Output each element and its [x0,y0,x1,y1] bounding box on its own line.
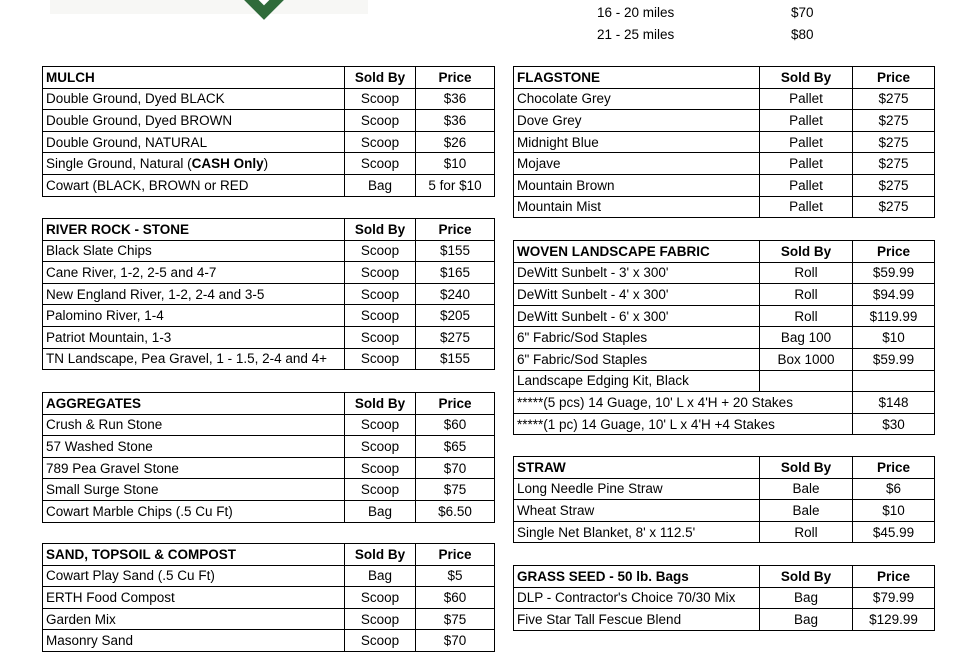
sold-by: Scoop [345,436,416,458]
table-row [514,587,935,609]
price: $70 [416,630,495,652]
price: $60 [416,414,495,436]
sold-by: Bale [760,478,853,500]
sold-by-header: Sold By [345,544,416,566]
price: $240 [416,283,495,305]
table-row [43,587,495,609]
item-name: Patriot Mountain, 1-3 [43,326,345,348]
sold-by: Bag [760,609,853,631]
price-header: Price [853,566,935,588]
sold-by: Scoop [345,326,416,348]
delivery-row [560,2,860,24]
item-name: Double Ground, Dyed BLACK [43,88,345,110]
delivery-row [560,24,860,46]
item-name-text: Single Ground, Natural ( [46,156,192,172]
delivery-price: $70 [791,5,814,20]
straw-table [513,456,935,543]
sold-by: Bale [760,500,853,522]
price: $6 [853,478,935,500]
table-header-row [43,393,495,415]
table-row [43,174,495,196]
price-header: Price [853,67,935,89]
table-row [514,110,935,132]
item-name: 6" Fabric/Sod Staples [514,327,760,349]
price: $65 [416,436,495,458]
sold-by: Roll [760,305,853,327]
table-header-row [514,67,935,89]
item-name: ERTH Food Compost [43,587,345,609]
table-row [514,305,935,327]
price: 5 for $10 [416,174,495,196]
table-row [43,240,495,262]
item-name-end: ) [263,156,269,172]
price: $148 [853,392,935,414]
sold-by-header: Sold By [345,67,416,89]
table-row [43,479,495,501]
price: $36 [416,88,495,110]
item-name: Masonry Sand [43,630,345,652]
price: $45.99 [853,521,935,543]
mulch-table [42,66,495,197]
delivery-rates [560,2,860,46]
table-row [43,305,495,327]
sold-by: Scoop [345,110,416,132]
price: $205 [416,305,495,327]
sold-by: Pallet [760,196,853,218]
sold-by: Scoop [345,88,416,110]
item-name: Double Ground, Dyed BROWN [43,110,345,132]
table-header-row [43,67,495,89]
sold-by: Scoop [345,305,416,327]
section-title: MULCH [43,67,345,89]
sold-by: Scoop [345,630,416,652]
price: $10 [416,153,495,175]
sold-by: Bag [760,587,853,609]
price: $75 [416,479,495,501]
sold-by: Roll [760,262,853,284]
item-name: DeWitt Sunbelt - 4' x 300' [514,284,760,306]
section-title: AGGREGATES [43,393,345,415]
sold-by-header: Sold By [760,566,853,588]
table-row [43,608,495,630]
sold-by-header: Sold By [760,67,853,89]
table-row [43,457,495,479]
sold-by: Scoop [345,283,416,305]
sold-by: Bag [345,565,416,587]
section-title: SAND, TOPSOIL & COMPOST [43,544,345,566]
item-name: DeWitt Sunbelt - 6' x 300' [514,305,760,327]
sold-by: Bag 100 [760,327,853,349]
grass-seed-table [513,565,935,631]
table-row [43,88,495,110]
item-name: Single Net Blanket, 8' x 112.5' [514,521,760,543]
item-name: Long Needle Pine Straw [514,478,760,500]
table-row [43,565,495,587]
table-row [514,348,935,370]
cash-only-note: CASH Only [191,156,264,172]
item-name: Mountain Mist [514,196,760,218]
price: $30 [853,413,935,435]
item-name: Chocolate Grey [514,88,760,110]
price: $155 [416,348,495,370]
item-name: TN Landscape, Pea Gravel, 1 - 1.5, 2-4 and 4+ [43,348,345,370]
price-header: Price [416,393,495,415]
price: $129.99 [853,609,935,631]
aggregates-table [42,392,495,523]
item-name: Cane River, 1-2, 2-5 and 4-7 [43,262,345,284]
sold-by-header: Sold By [345,219,416,241]
table-row [514,500,935,522]
table-header-row [514,241,935,263]
item-name: Landscape Edging Kit, Black [514,370,760,392]
sold-by: Box 1000 [760,348,853,370]
sold-by-header: Sold By [345,393,416,415]
item-name: Double Ground, NATURAL [43,131,345,153]
item-name: Dove Grey [514,110,760,132]
price [853,370,935,392]
item-name: Garden Mix [43,608,345,630]
landscape-fabric-table [513,240,935,435]
table-row [514,609,935,631]
table-row [514,521,935,543]
price: $165 [416,262,495,284]
price: $59.99 [853,262,935,284]
item-name: Cowart Play Sand (.5 Cu Ft) [43,565,345,587]
sold-by: Pallet [760,110,853,132]
table-row [43,110,495,132]
table-row [43,283,495,305]
price: $275 [416,326,495,348]
delivery-price: $80 [791,27,814,42]
sold-by: Scoop [345,414,416,436]
sold-by: Scoop [345,457,416,479]
item-name: Small Surge Stone [43,479,345,501]
price: $275 [853,88,935,110]
price: $10 [853,500,935,522]
section-title: RIVER ROCK - STONE [43,219,345,241]
sold-by: Scoop [345,587,416,609]
logo-banner [50,0,368,14]
sold-by [760,370,853,392]
sold-by: Bag [345,174,416,196]
table-header-row [514,457,935,479]
table-row [514,153,935,175]
price: $94.99 [853,284,935,306]
table-row [43,153,495,175]
sold-by-header: Sold By [760,241,853,263]
table-row [43,348,495,370]
table-row [43,500,495,522]
sold-by: Pallet [760,131,853,153]
item-name: Palomino River, 1-4 [43,305,345,327]
item-name: Black Slate Chips [43,240,345,262]
price-header: Price [853,457,935,479]
delivery-distance: 21 - 25 miles [597,27,675,42]
price: $5 [416,565,495,587]
table-row [514,413,935,435]
price: $275 [853,110,935,132]
price: $36 [416,110,495,132]
table-row [43,262,495,284]
item-name: 789 Pea Gravel Stone [43,457,345,479]
price: $59.99 [853,348,935,370]
sold-by: Pallet [760,153,853,175]
price: $75 [416,608,495,630]
price: $275 [853,153,935,175]
table-row [514,392,935,414]
sold-by: Scoop [345,131,416,153]
table-row [514,284,935,306]
sold-by: Roll [760,521,853,543]
item-name: Crush & Run Stone [43,414,345,436]
item-name: Mojave [514,153,760,175]
table-header-row [514,566,935,588]
price: $275 [853,174,935,196]
sold-by: Scoop [345,262,416,284]
sold-by-header: Sold By [760,457,853,479]
item-name [43,153,345,175]
sold-by: Scoop [345,479,416,501]
delivery-distance: 16 - 20 miles [597,5,675,20]
item-name: 6" Fabric/Sod Staples [514,348,760,370]
table-row [514,262,935,284]
table-row [43,131,495,153]
price: $275 [853,131,935,153]
table-row [43,414,495,436]
section-title: FLAGSTONE [514,67,760,89]
item-name: *****(5 pcs) 14 Guage, 10' L x 4'H + 20 Stakes [514,392,853,414]
sold-by: Scoop [345,240,416,262]
sold-by: Scoop [345,153,416,175]
table-row [43,630,495,652]
item-name: DeWitt Sunbelt - 3' x 300' [514,262,760,284]
price: $275 [853,196,935,218]
item-name: *****(1 pc) 14 Guage, 10' L x 4'H +4 Stakes [514,413,853,435]
table-row [514,327,935,349]
item-name: Cowart Marble Chips (.5 Cu Ft) [43,500,345,522]
sold-by: Pallet [760,174,853,196]
item-name: New England River, 1-2, 2-4 and 3-5 [43,283,345,305]
price: $6.50 [416,500,495,522]
item-name: Mountain Brown [514,174,760,196]
sold-by: Scoop [345,608,416,630]
sand-topsoil-compost-table [42,543,495,652]
sold-by: Scoop [345,348,416,370]
item-name: Cowart (BLACK, BROWN or RED [43,174,345,196]
table-row [514,478,935,500]
table-header-row [43,219,495,241]
section-title: GRASS SEED - 50 lb. Bags [514,566,760,588]
table-row [43,326,495,348]
section-title: STRAW [514,457,760,479]
table-header-row [43,544,495,566]
sold-by: Roll [760,284,853,306]
item-name: Midnight Blue [514,131,760,153]
flagstone-table [513,66,935,218]
price: $155 [416,240,495,262]
table-row [514,131,935,153]
price-header: Price [416,67,495,89]
price: $26 [416,131,495,153]
table-row [514,174,935,196]
sold-by: Pallet [760,88,853,110]
price: $79.99 [853,587,935,609]
item-name: Wheat Straw [514,500,760,522]
item-name: 57 Washed Stone [43,436,345,458]
table-row [514,88,935,110]
table-row [514,196,935,218]
section-title: WOVEN LANDSCAPE FABRIC [514,241,760,263]
item-name: Five Star Tall Fescue Blend [514,609,760,631]
price: $119.99 [853,305,935,327]
river-rock-table [42,218,495,370]
price-header: Price [416,219,495,241]
sold-by: Bag [345,500,416,522]
table-row [514,370,935,392]
price: $70 [416,457,495,479]
price-header: Price [853,241,935,263]
table-row [43,436,495,458]
price: $10 [853,327,935,349]
item-name: DLP - Contractor's Choice 70/30 Mix [514,587,760,609]
price-header: Price [416,544,495,566]
price: $60 [416,587,495,609]
